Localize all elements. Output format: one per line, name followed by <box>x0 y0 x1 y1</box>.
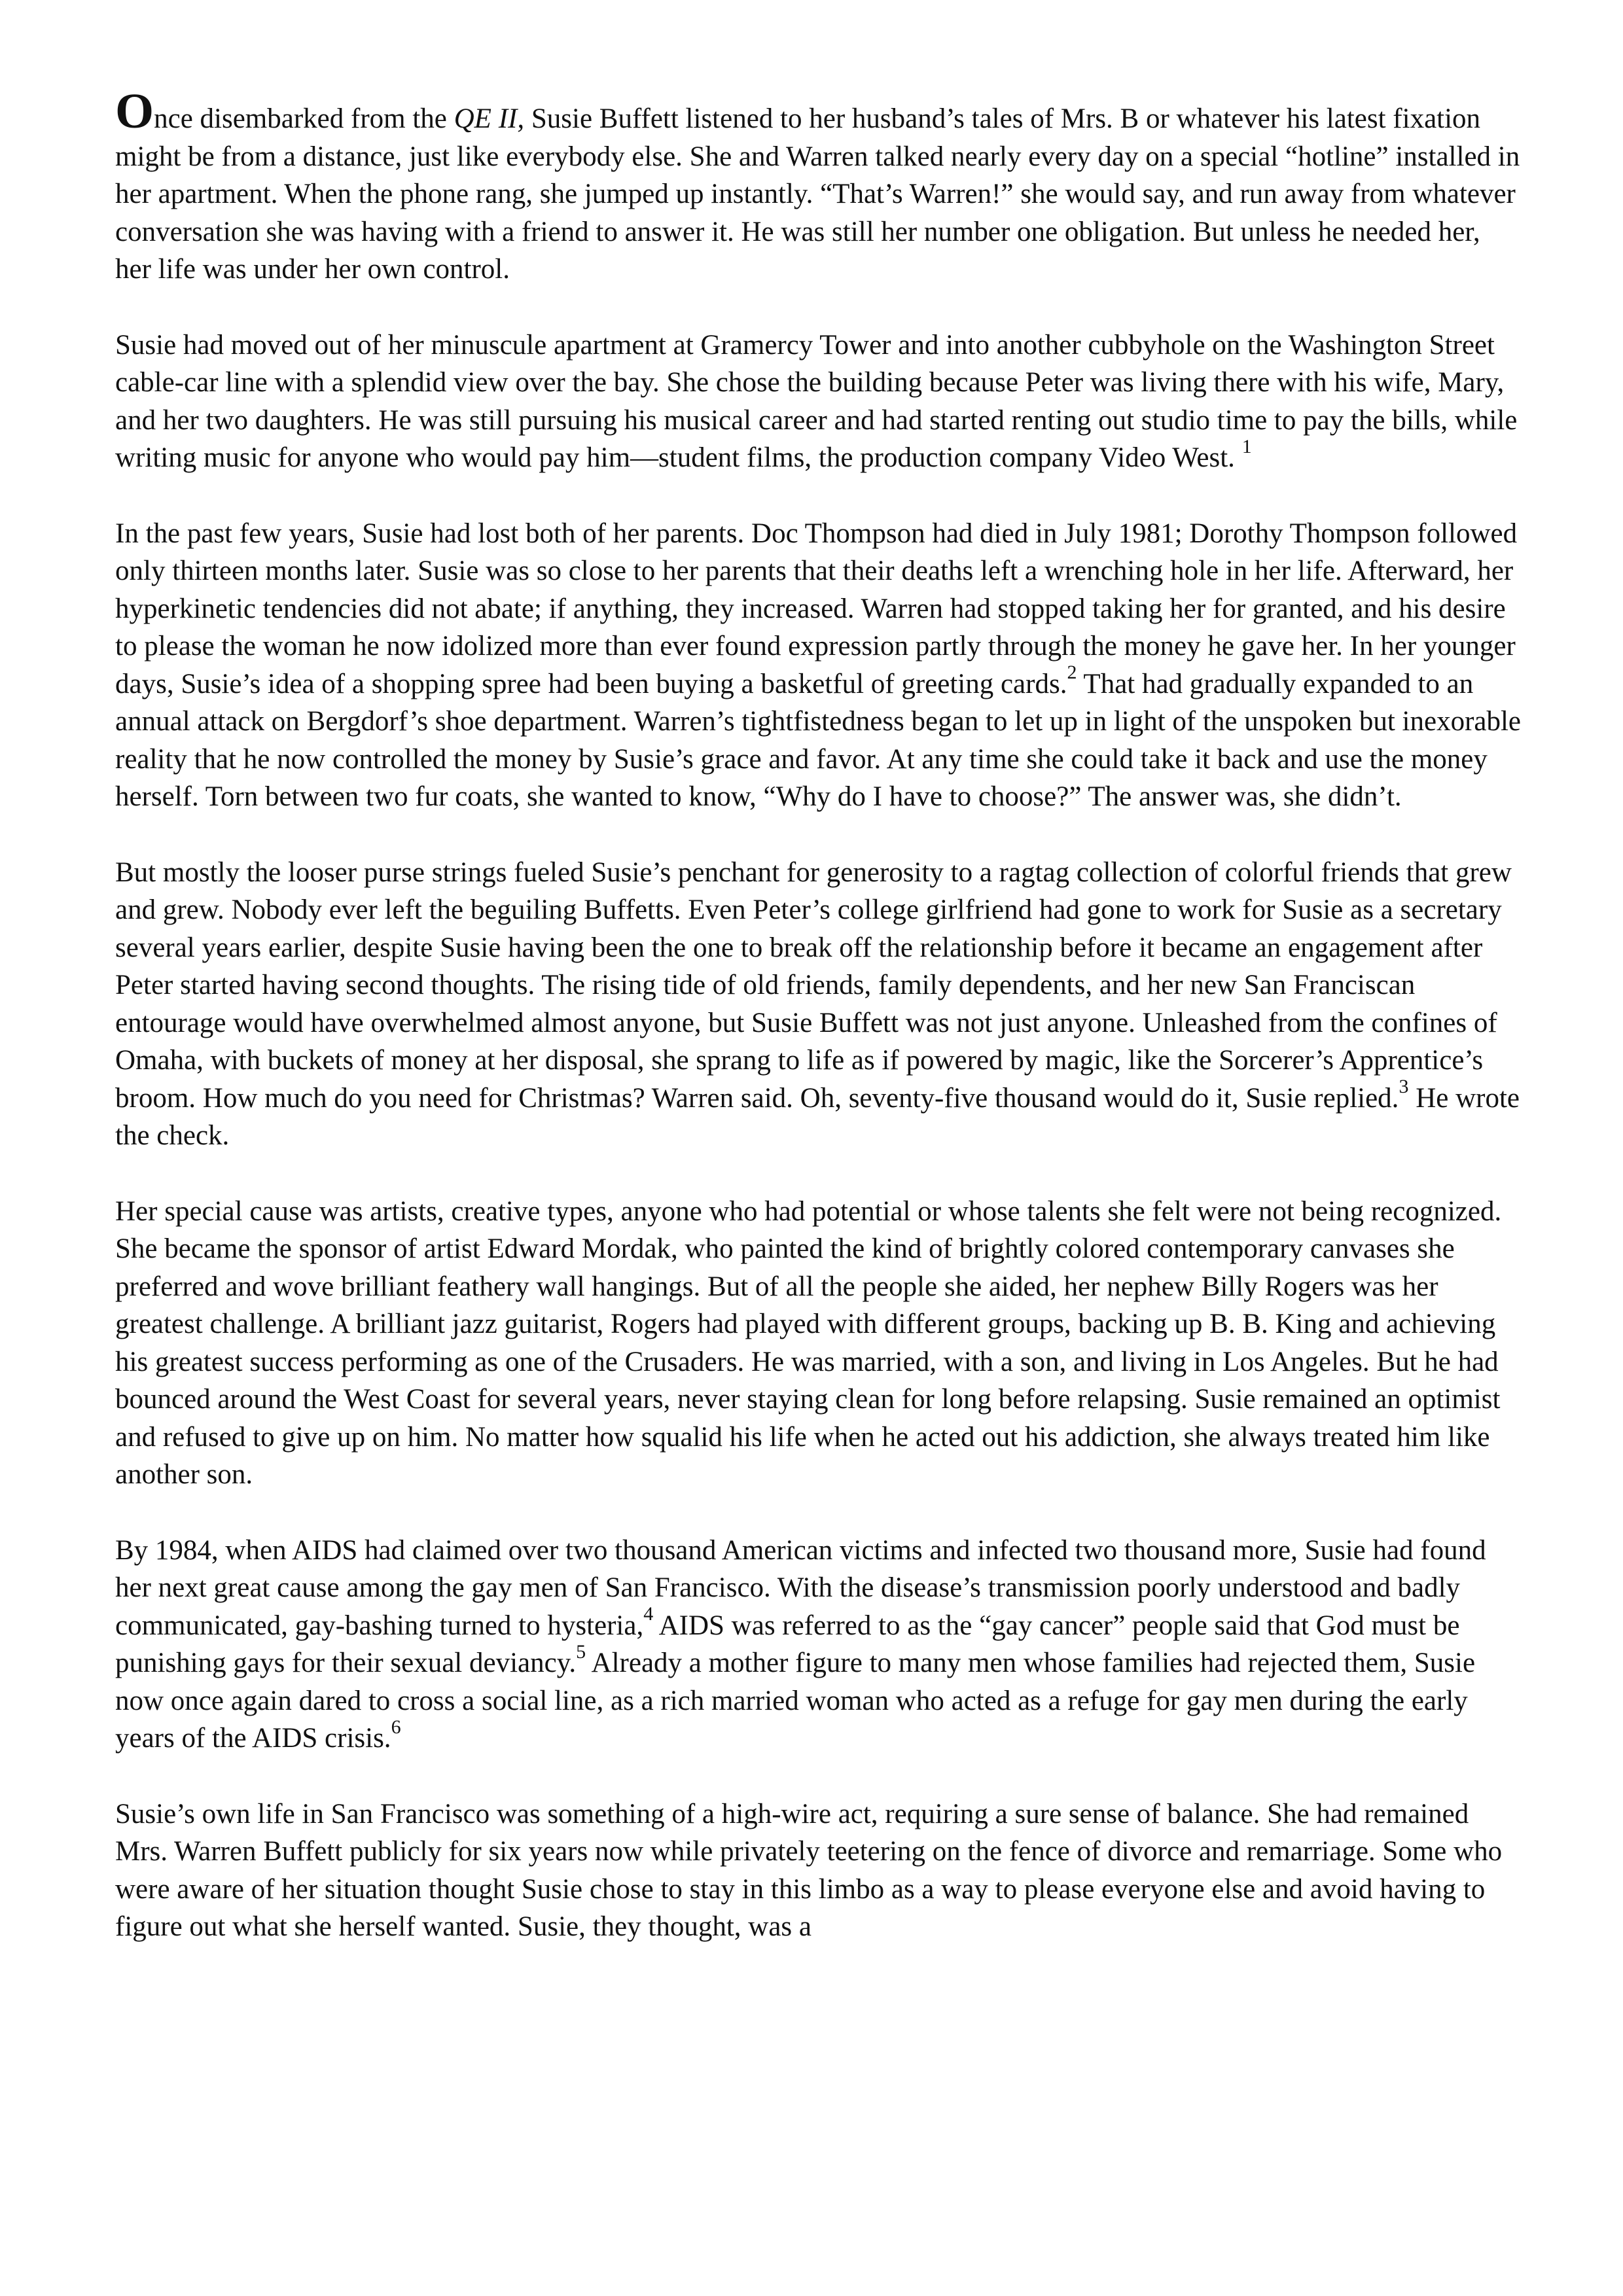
text-run: But mostly the looser purse strings fueled Susie’s penchant for generosity to a ragtag collection of colorful friends that grew and grew. Nobody ever left the beguiling Buffetts. Even Peter’s college girlfriend had gone to work for Susie as a secretary several years earlier, despite Susie having been the one to break off the relationship before it became an engagement after Peter started having second thoughts. The rising tide of old friends, family dependents, and her new San Franciscan entourage would have overwhelmed almost anyone, but Susie Buffett was not just anyone. Unleashed from the confines of Omaha, with buckets of money at her disposal, she sprang to life as if powered by magic, like the Sorcerer’s Apprentice’s broom. How much do you need for Christmas? Warren said. Oh, seventy-five thousand would do it, Susie replied. <box>115 857 1512 1114</box>
text-run: He wrote the check. <box>115 1082 1520 1151</box>
text-run: Susie’s own life in San Francisco was something of a high-wire act, requiring a sure sense of balance. She had remained Mrs. Warren Buffett publicly for six years now while privately teetering on the fence of divorce and remarriage. Some who were aware of her situation thought Susie chose to stay in this limbo as a way to please everyone else and avoid having to figure out what she herself wanted. Susie, they thought, was a <box>115 1798 1503 1942</box>
paragraph-6 <box>115 1532 1522 1757</box>
text-run: AIDS was referred to as the “gay cancer” people said that God must be punishing gays for their sexual deviancy. <box>115 1610 1460 1678</box>
text-run: Already a mother figure to many men whose families had rejected them, Susie now once again dared to cross a social line, as a rich married woman who acted as a refuge for gay men during the early years of the AIDS crisis. <box>115 1648 1476 1754</box>
footnote-ref: 6 <box>391 1716 401 1738</box>
text-run: nce disembarked from the <box>154 103 454 134</box>
paragraph-5 <box>115 1193 1522 1494</box>
text-run: Her special cause was artists, creative types, anyone who had potential or whose talents she felt were not being recognized. She became the sponsor of artist Edward Mordak, who painted the kind of brightly colored contemporary canvases she preferred and wove brilliant feathery wall hangings. But of all the people she aided, her nephew Billy Rogers was her greatest challenge. A brilliant jazz guitarist, Rogers had played with different groups, backing up B. B. King and achieving his greatest success performing as one of the Crusaders. He was married, with a son, and living in Los Angeles. But he had bounced around the West Coast for several years, never staying clean for long before relapsing. Susie remained an optimist and refused to give up on him. No matter how squalid his life when he acted out his addiction, she always treated him like another son. <box>115 1195 1502 1490</box>
drop-cap: O <box>115 84 154 139</box>
paragraph-1 <box>115 84 1522 289</box>
footnote-ref: 3 <box>1399 1076 1409 1098</box>
document-page <box>115 84 1522 1984</box>
footnote-ref: 1 <box>1241 435 1252 457</box>
paragraph-2 <box>115 327 1522 477</box>
ship-name: QE II, <box>454 103 525 134</box>
footnote-ref: 2 <box>1067 662 1077 684</box>
text-run: In the past few years, Susie had lost both of her parents. Doc Thompson had died in July 1981; Dorothy Thompson followed only thirteen months later. Susie was so close to her parents that their deaths left a wrenching hole in her life. Afterward, her hyperkinetic tendencies did not abate; if anything, they increased. Warren had stopped taking her for granted, and his desire to please the woman he now idolized more than ever found expression partly through the money he gave her. In her younger days, Susie’s idea of a shopping spree had been buying a basketful of greeting cards. <box>115 518 1518 699</box>
paragraph-4 <box>115 854 1522 1155</box>
footnote-ref: 4 <box>643 1603 654 1625</box>
text-run: Susie had moved out of her minuscule apartment at Gramercy Tower and into another cubbyhole on the Washington Street cable-car line with a splendid view over the bay. She chose the building because Peter was living there with his wife, Mary, and her two daughters. He was still pursuing his musical career and had started renting out studio time to pay the bills, while writing music for anyone who would pay him—student films, the production company Video West. <box>115 329 1518 473</box>
text-run: Susie Buffett listened to her husband’s tales of Mrs. B or whatever his latest fixation might be from a distance, just like everybody else. She and Warren talked nearly every day on a special “hotline” installed in her apartment. When the phone rang, she jumped up instantly. “That’s Warren!” she would say, and run away from whatever conversation she was having with a friend to answer it. He was still her number one obligation. But unless he needed her, her life was under her own control. <box>115 103 1520 285</box>
text-run: That had gradually expanded to an annual attack on Bergdorf’s shoe department. Warren’s tightfistedness began to let up in light of the unspoken but inexorable reality that he now controlled the money by Susie’s grace and favor. At any time she could take it back and use the money herself. Torn between two fur coats, she wanted to know, “Why do I have to choose?” The answer was, she didn’t. <box>115 668 1522 812</box>
text-run: By 1984, when AIDS had claimed over two thousand American victims and infected two thousand more, Susie had found her next great cause among the gay men of San Francisco. With the disease’s transmission poorly understood and badly communicated, gay-bashing turned to hysteria, <box>115 1534 1486 1641</box>
paragraph-7 <box>115 1795 1522 1946</box>
footnote-ref: 5 <box>576 1640 586 1663</box>
paragraph-3 <box>115 515 1522 816</box>
